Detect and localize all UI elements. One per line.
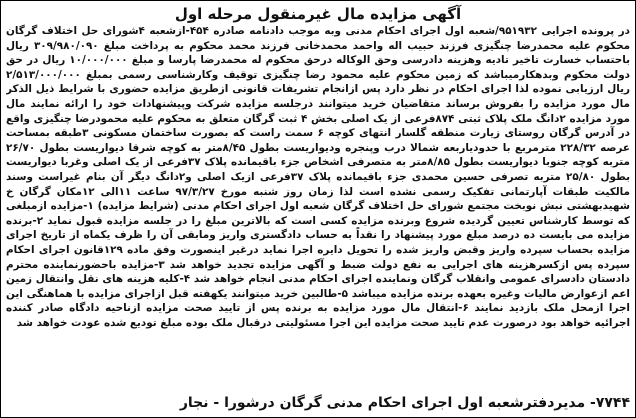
- notice-title: آگهی مزایده مال غیرمنقول مرحله اول: [174, 5, 462, 23]
- notice-body: در پرونده اجرایی ۹۵۱۹۳۲/شعبه اول اجرای احکام مدنی وبه موجب دادنامه صادره ۴۵۴-ازشعبه ۴شورای حل اختلاف گرگان محکوم علیه محمدرضا چنگیزی فرزند حبیب اله واحمد محمدخانی فرزند محمد محکوم به پرداخت مبلغ ۳۰۹/۹۸۰/۰۹۰ ریال باحتساب خسارت تاخیر تادیه وهزینه دادرسی وحق الوکاله درحق محکوم له محمدرضا پارسا و مبلغ ۱۰/۰۰۰/۰۰۰ ریال در حق دولت محکوم وبدهکارمیباشد که زمین محکوم علیه محمود رضا چنگیزی توقیف وکارشناسی رسمی بمبلغ ۲/۵۱۳/۰۰۰/۰۰۰ ریال ارزیابی نموده لذا اجرای احکام در نظر دارد پس ازانجام تشریفات قانونی ازطریق مزایده حضوری با شرایط ذیل الذکر مال مورد مزایده را بفروش برساند متقاضیان خرید میتوانند درجلسه مزایده شرکت وپیشنهادات خود را ارائه نمایند مال مورد مزایده ۲دانگ ملک پلاک ثبتی ۸۷۴فرعی از یک اصلی بخش ۴ ثبت گرگان متعلق به محکوم علیه محمودرضا چنگیزی واقع در آدرس گرگان روستای زیارت منطقه گلسار انتهای کوچه ۶ سمت راست که بصورت ساختمان مسکونی ۳طبقه بمساحت عرصه ۲۲۸/۳۲ مترمربع با حدودیاربعه شمالا درب وپنجره ودیواریست بطول ۸/۴۵متر به کوچه شرقا دیواریست بطول ۲۶/۷۰ متربه کوچه جنوبا دیواریست بطول ۸/۸۵متر به متصرفی اشخاص جزء باقیمانده پلاک ۳۷فرعی از یک اصلی وغربا دیواریست بطول ۲۵/۸۰ متربه تصرفی حسین محمدی جزء باقیمانده پلاک ۳۷فرعی ازیک اصلی و۲دانگ دیگر آن بنام غیراست وسند مالکیت طبقات آپارتمانی تفکیک رسمی نشده است لذا زمان روز شنبه مورخ ۹۷/۳/۲۷ ساعت ۱۱الی ۱۲مکان گرگان خ شهیدبهشتی نبش نوبخت مجتمع شورای حل اختلاف گرگان شعبه اول اجرای احکام مدنی (شرایط مزایده) ۱-مزایده ازمبلغی که توسط کارشناس تعیین گردیده شروع وبرنده مزایده کسی است که بالاترین مبلغ را در جلسه مزایده قبول نماید ۲-برنده مزایده می بایست ده درصد مبلغ مورد پیشنهاد را نقداً به حساب دادگستری واریز ومابقی آن را ظرف یکماه از تاریخ اجرای مزایده بحساب سپرده واریز وقبض واریز شده را تحویل دایره اجرا نماید درغیر اینصورت وفق ماده ۱۲۹قانون اجرای احکام سپرده پس ازکسرهزینه های اجرایی به نفع دولت ضبط و آگهی مزایده تجدید خواهد شد ۳-مزایده باحضورنماینده محترم دادستان دادسرای عمومی وانقلاب گرگان ونماینده اجرای احکام مدنی انجام خواهد شد ۴-کلیه هزینه های نقل وانتقال زمین اعم ازعوارض مالیات وغیره بعهده برنده مزایده میباشد ۵-طالبین خرید میتوانند یکهفته قبل ازاجرای مزایده با هماهنگی این اجرا ازمحل ملک بازدید نمایند ۶-انتقال مال مورد مزایده به برنده پس از تایید صحت مزایده ازناحیه دادگاه صادر کننده اجرائیه خواهد بود درصورت عدم تایید صحت مزایده این اجرا مسئولیتی درقبال ملک بوده مبلغ تودیع شده عودت خواهد شد: [6, 25, 630, 329]
- notice-footer-signature: ۷۷۴۴- مدیردفترشعبه اول اجرای احکام مدنی گرگان درشورا - نجار: [179, 395, 630, 411]
